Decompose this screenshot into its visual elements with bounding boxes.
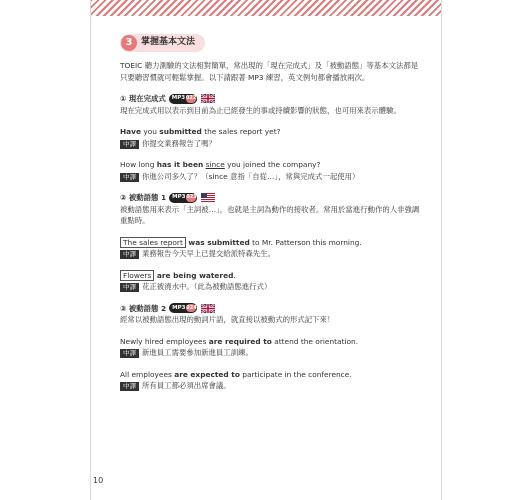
uk-flag-icon [201,94,215,103]
example-5 [120,336,420,359]
mp3-track-badge [169,303,197,313]
mp3-label: MP3 [172,304,186,311]
page-right-edge [441,0,442,500]
mp3-track-number: 022 [185,95,197,101]
example-3 [120,237,420,260]
example-translation: 中譯 新進員工需要參加新進員工訓練。 [120,347,420,359]
translation-tag: 中譯 [120,283,139,292]
mp3-track-number: 023 [186,194,197,200]
subsection-description: 經常以被動語態出現的動詞片語，就直接以被動式的形式記下來！ [120,315,335,324]
example-sentence: Have you submitted the sales report yet? [120,127,281,136]
example-sentence: Newly hired employees are required to attend the orientation. [120,336,359,346]
example-6 [120,369,420,392]
translation-tag: 中譯 [120,140,139,149]
top-stripe-decoration [90,0,442,16]
section-header [120,34,205,52]
translation-tag: 中譯 [120,382,139,391]
mp3-label: MP3 [171,95,186,101]
example-2 [120,159,420,182]
translation-tag: 中譯 [120,349,139,358]
subsection-label: ② 被動語態 1 [120,193,167,202]
subsection-label: ① 現在完成式 [120,94,166,103]
example-translation: 中譯 你進公司多久了？（since 意指「自從…」，常與完成式一起使用） [120,171,420,183]
subsection-passive-2 [120,303,420,315]
mp3-track-badge [169,193,197,203]
us-flag-icon [201,193,215,202]
page-content [120,34,420,392]
subsection-description: 現在完成式用以表示到目前為止已經發生的事或持續影響的狀態，也可用來表示體驗。 [120,105,401,115]
example-sentence: Flowers are being watered. [120,270,420,282]
subsection-passive-1 [120,192,420,204]
section-title: 掌握基本文法 [141,37,196,48]
page-left-edge [90,0,91,500]
page-number: 10 [93,476,104,485]
example-sentence: All employees are expected to participate in the conference. [120,369,352,379]
subsection-label: ③ 被動語態 2 [120,303,167,313]
example-4 [120,270,420,293]
example-translation: 中譯 業務報告今天早上已提交給派特森先生。 [120,248,420,260]
example-1 [120,126,420,149]
mp3-track-number: 024 [186,304,197,311]
example-sentence: How long has it been since you joined the company? [120,160,321,169]
mp3-track-badge [169,94,197,104]
intro-paragraph: TOEIC 聽力測驗的文法相對簡單，常出現的「現在完成式」及「被動語態」等基本文法都是只要聽習慣就可輕鬆掌握。以下請跟著 MP3 練習，英文例句都會播放兩次。 [120,61,419,82]
translation-tag: 中譯 [120,173,139,182]
example-translation: 中譯 你提交業務報告了嗎？ [120,138,420,150]
example-sentence: The sales report was submitted to Mr. Patterson this morning. [120,237,420,249]
section-number: 3 [121,35,137,51]
example-translation: 中譯 所有員工都必須出席會議。 [120,380,420,392]
example-translation: 中譯 花正被澆水中。（此為被動語態進行式） [120,281,420,293]
subsection-description: 被動語態用來表示「主詞被…」，也就是主詞為動作的接收者。常用於當進行動作的人非強調重點時。 [120,204,420,225]
translation-tag: 中譯 [120,250,139,259]
mp3-label: MP3 [172,194,186,200]
uk-flag-icon [201,304,215,313]
subsection-present-perfect [120,93,420,105]
